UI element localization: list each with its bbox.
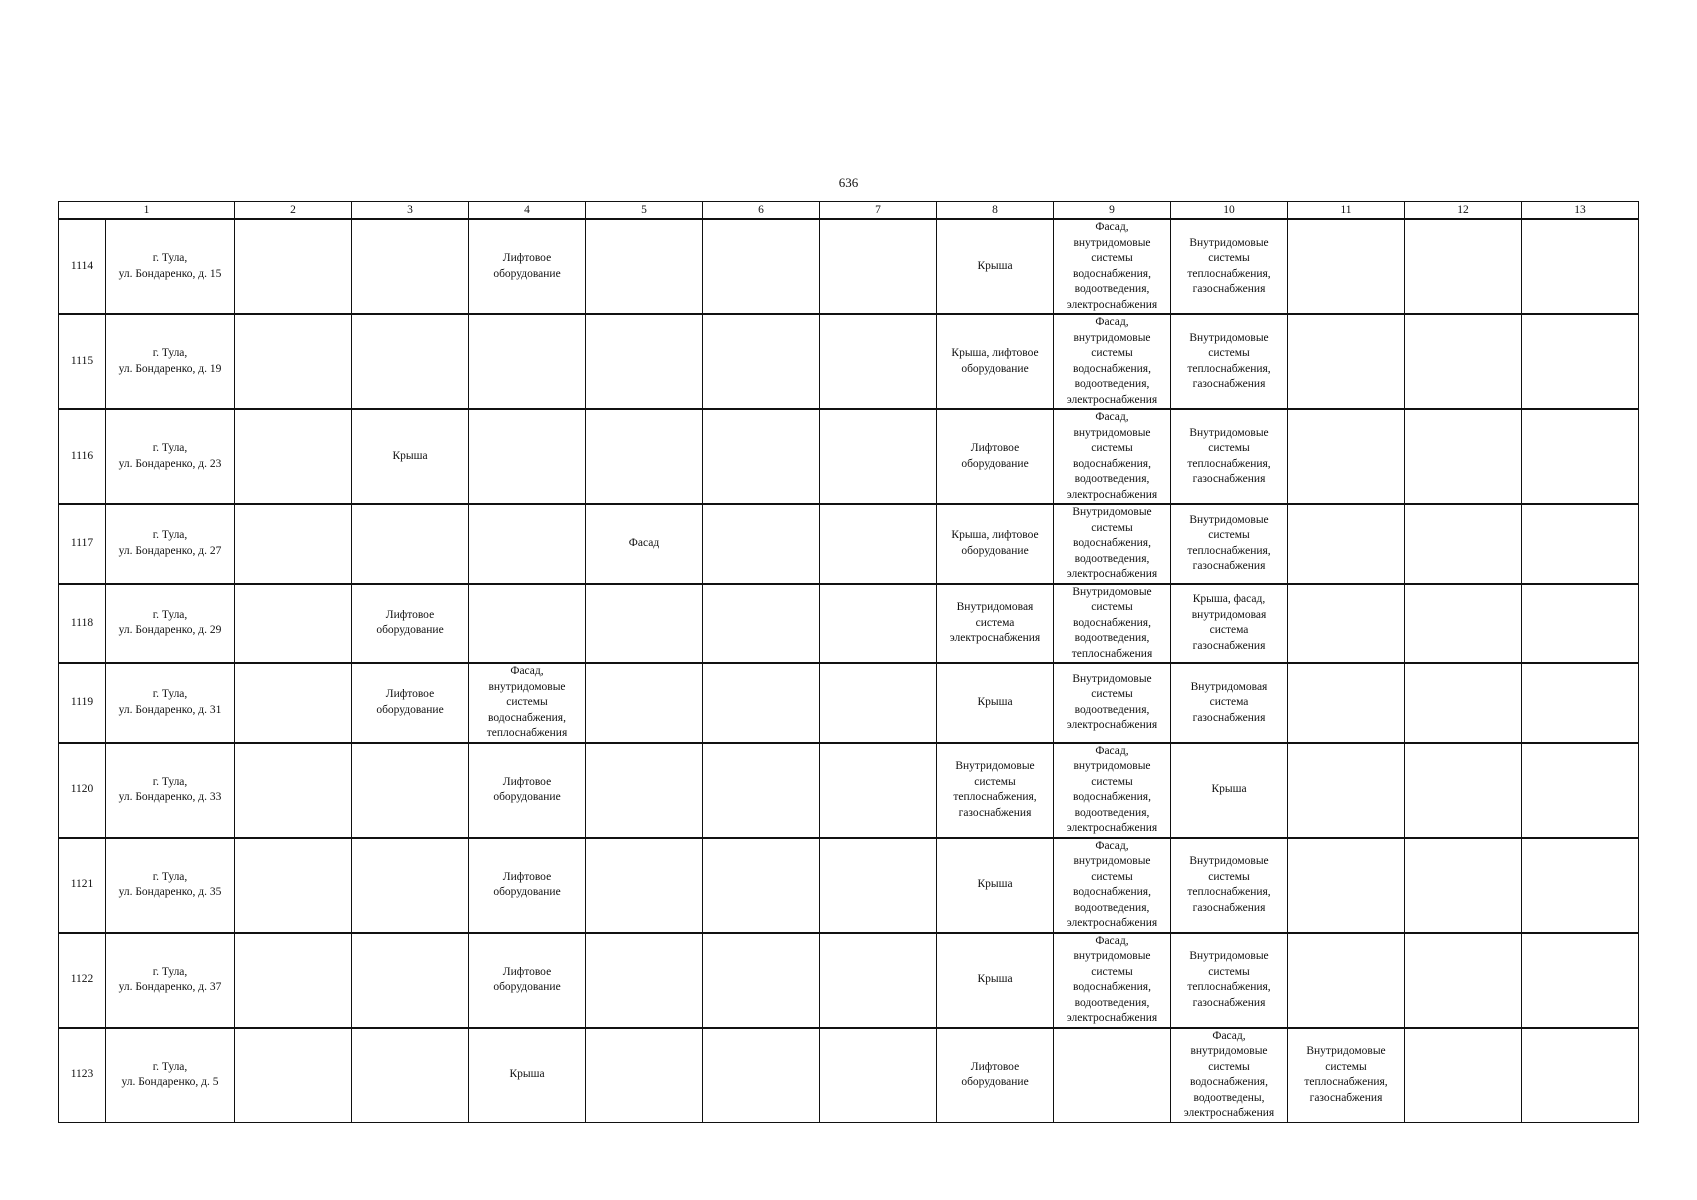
address-cell: г. Тула, ул. Бондаренко, д. 31: [106, 663, 235, 743]
work-cell-col-10: Внутридомовые системы теплоснабжения, газоснабжения: [1171, 314, 1288, 409]
work-cell-col-2: [235, 663, 352, 743]
address-cell: г. Тула, ул. Бондаренко, д. 15: [106, 219, 235, 314]
work-cell-col-4: [469, 504, 586, 584]
work-cell-col-9: Фасад, внутридомовые системы водоснабжения, водоотведения, электроснабжения: [1054, 743, 1171, 838]
work-cell-col-2: [235, 504, 352, 584]
column-header-6: 6: [703, 202, 820, 220]
row-number-cell: 1118: [59, 584, 106, 664]
work-cell-col-10: Фасад, внутридомовые системы водоснабжения, водоотведены, электроснабжения: [1171, 1028, 1288, 1123]
work-cell-col-5: [586, 584, 703, 664]
address-cell: г. Тула, ул. Бондаренко, д. 23: [106, 409, 235, 504]
row-number-cell: 1123: [59, 1028, 106, 1123]
work-cell-col-9: Фасад, внутридомовые системы водоснабжения, водоотведения, электроснабжения: [1054, 219, 1171, 314]
work-cell-col-9: [1054, 1028, 1171, 1123]
work-cell-col-7: [820, 504, 937, 584]
work-cell-col-3: [352, 504, 469, 584]
work-cell-col-4: Лифтовое оборудование: [469, 933, 586, 1028]
work-cell-col-13: [1522, 933, 1639, 1028]
work-cell-col-6: [703, 504, 820, 584]
work-cell-col-10: Внутридомовые системы теплоснабжения, газоснабжения: [1171, 219, 1288, 314]
work-cell-col-3: [352, 838, 469, 933]
work-cell-col-6: [703, 1028, 820, 1123]
work-cell-col-3: [352, 743, 469, 838]
work-cell-col-7: [820, 1028, 937, 1123]
work-cell-col-7: [820, 219, 937, 314]
work-cell-col-8: Внутридомовая система электроснабжения: [937, 584, 1054, 664]
work-cell-col-5: Фасад: [586, 504, 703, 584]
work-cell-col-9: Фасад, внутридомовые системы водоснабжения, водоотведения, электроснабжения: [1054, 933, 1171, 1028]
work-cell-col-11: [1288, 743, 1405, 838]
column-header-8: 8: [937, 202, 1054, 220]
column-header-9: 9: [1054, 202, 1171, 220]
table-row: [59, 409, 1639, 504]
work-cell-col-12: [1405, 663, 1522, 743]
work-cell-col-12: [1405, 584, 1522, 664]
table-row: [59, 663, 1639, 743]
work-cell-col-3: Лифтовое оборудование: [352, 584, 469, 664]
work-cell-col-13: [1522, 409, 1639, 504]
table-row: [59, 1028, 1639, 1123]
work-cell-col-11: [1288, 933, 1405, 1028]
table-row: [59, 219, 1639, 314]
work-cell-col-10: Внутридомовые системы теплоснабжения, газоснабжения: [1171, 838, 1288, 933]
work-cell-col-8: Крыша, лифтовое оборудование: [937, 314, 1054, 409]
work-cell-col-13: [1522, 219, 1639, 314]
repair-schedule-table: [58, 201, 1639, 1123]
work-cell-col-2: [235, 584, 352, 664]
work-cell-col-13: [1522, 663, 1639, 743]
address-cell: г. Тула, ул. Бондаренко, д. 37: [106, 933, 235, 1028]
work-cell-col-12: [1405, 1028, 1522, 1123]
table-row: [59, 584, 1639, 664]
column-header-7: 7: [820, 202, 937, 220]
column-header-row: [59, 202, 1639, 220]
work-cell-col-9: Внутридомовые системы водоснабжения, водоотведения, теплоснабжения: [1054, 584, 1171, 664]
column-header-4: 4: [469, 202, 586, 220]
column-header-12: 12: [1405, 202, 1522, 220]
address-cell: г. Тула, ул. Бондаренко, д. 33: [106, 743, 235, 838]
work-cell-col-11: [1288, 584, 1405, 664]
work-cell-col-7: [820, 933, 937, 1028]
work-cell-col-9: Фасад, внутридомовые системы водоснабжения, водоотведения, электроснабжения: [1054, 838, 1171, 933]
work-cell-col-5: [586, 663, 703, 743]
work-cell-col-11: [1288, 219, 1405, 314]
work-cell-col-8: Лифтовое оборудование: [937, 409, 1054, 504]
work-cell-col-8: Крыша: [937, 933, 1054, 1028]
work-cell-col-6: [703, 743, 820, 838]
work-cell-col-2: [235, 314, 352, 409]
address-cell: г. Тула, ул. Бондаренко, д. 29: [106, 584, 235, 664]
work-cell-col-10: Крыша: [1171, 743, 1288, 838]
work-cell-col-13: [1522, 838, 1639, 933]
work-cell-col-4: Крыша: [469, 1028, 586, 1123]
work-cell-col-9: Внутридомовые системы водоснабжения, водоотведения, электроснабжения: [1054, 504, 1171, 584]
work-cell-col-4: [469, 409, 586, 504]
work-cell-col-3: [352, 314, 469, 409]
work-cell-col-10: Внутридомовая система газоснабжения: [1171, 663, 1288, 743]
row-number-cell: 1114: [59, 219, 106, 314]
row-number-cell: 1121: [59, 838, 106, 933]
work-cell-col-12: [1405, 933, 1522, 1028]
row-number-cell: 1116: [59, 409, 106, 504]
work-cell-col-13: [1522, 504, 1639, 584]
work-cell-col-3: [352, 219, 469, 314]
work-cell-col-10: Внутридомовые системы теплоснабжения, газоснабжения: [1171, 409, 1288, 504]
work-cell-col-4: Фасад, внутридомовые системы водоснабжения, теплоснабжения: [469, 663, 586, 743]
work-cell-col-4: [469, 584, 586, 664]
work-cell-col-7: [820, 584, 937, 664]
work-cell-col-2: [235, 1028, 352, 1123]
work-cell-col-11: [1288, 314, 1405, 409]
table-row: [59, 314, 1639, 409]
row-number-cell: 1122: [59, 933, 106, 1028]
work-cell-col-8: Крыша: [937, 663, 1054, 743]
table-row: [59, 838, 1639, 933]
work-cell-col-7: [820, 314, 937, 409]
work-cell-col-8: Крыша: [937, 838, 1054, 933]
row-number-cell: 1120: [59, 743, 106, 838]
work-cell-col-5: [586, 314, 703, 409]
table-row: [59, 743, 1639, 838]
work-cell-col-10: Внутридомовые системы теплоснабжения, газоснабжения: [1171, 504, 1288, 584]
work-cell-col-12: [1405, 409, 1522, 504]
work-cell-col-2: [235, 933, 352, 1028]
work-cell-col-13: [1522, 743, 1639, 838]
work-cell-col-2: [235, 743, 352, 838]
work-cell-col-4: Лифтовое оборудование: [469, 219, 586, 314]
work-cell-col-6: [703, 584, 820, 664]
work-cell-col-5: [586, 409, 703, 504]
work-cell-col-3: Лифтовое оборудование: [352, 663, 469, 743]
work-cell-col-13: [1522, 314, 1639, 409]
work-cell-col-5: [586, 838, 703, 933]
table-body: [59, 202, 1639, 1123]
work-cell-col-12: [1405, 314, 1522, 409]
work-cell-col-2: [235, 838, 352, 933]
work-cell-col-11: Внутридомовые системы теплоснабжения, газоснабжения: [1288, 1028, 1405, 1123]
work-cell-col-9: Фасад, внутридомовые системы водоснабжения, водоотведения, электроснабжения: [1054, 314, 1171, 409]
table-row: [59, 504, 1639, 584]
column-header-10: 10: [1171, 202, 1288, 220]
work-cell-col-10: Крыша, фасад, внутридомовая система газоснабжения: [1171, 584, 1288, 664]
work-cell-col-12: [1405, 743, 1522, 838]
work-cell-col-9: Фасад, внутридомовые системы водоснабжения, водоотведения, электроснабжения: [1054, 409, 1171, 504]
work-cell-col-11: [1288, 409, 1405, 504]
work-cell-col-6: [703, 663, 820, 743]
work-cell-col-6: [703, 409, 820, 504]
address-cell: г. Тула, ул. Бондаренко, д. 35: [106, 838, 235, 933]
work-cell-col-5: [586, 219, 703, 314]
work-cell-col-11: [1288, 663, 1405, 743]
work-cell-col-5: [586, 743, 703, 838]
work-cell-col-13: [1522, 584, 1639, 664]
work-cell-col-8: Крыша: [937, 219, 1054, 314]
work-cell-col-6: [703, 219, 820, 314]
work-cell-col-12: [1405, 838, 1522, 933]
work-cell-col-4: Лифтовое оборудование: [469, 838, 586, 933]
table-row: [59, 933, 1639, 1028]
page-number: 636: [838, 175, 859, 190]
column-header-13: 13: [1522, 202, 1639, 220]
work-cell-col-12: [1405, 504, 1522, 584]
work-cell-col-3: Крыша: [352, 409, 469, 504]
column-header-3: 3: [352, 202, 469, 220]
work-cell-col-8: Внутридомовые системы теплоснабжения, газоснабжения: [937, 743, 1054, 838]
work-cell-col-11: [1288, 838, 1405, 933]
work-cell-col-7: [820, 743, 937, 838]
work-cell-col-3: [352, 1028, 469, 1123]
work-cell-col-8: Лифтовое оборудование: [937, 1028, 1054, 1123]
work-cell-col-11: [1288, 504, 1405, 584]
work-cell-col-7: [820, 409, 937, 504]
address-cell: г. Тула, ул. Бондаренко, д. 27: [106, 504, 235, 584]
work-cell-col-5: [586, 933, 703, 1028]
address-cell: г. Тула, ул. Бондаренко, д. 19: [106, 314, 235, 409]
work-cell-col-4: Лифтовое оборудование: [469, 743, 586, 838]
row-number-cell: 1119: [59, 663, 106, 743]
work-cell-col-6: [703, 838, 820, 933]
work-cell-col-10: Внутридомовые системы теплоснабжения, газоснабжения: [1171, 933, 1288, 1028]
work-cell-col-8: Крыша, лифтовое оборудование: [937, 504, 1054, 584]
column-header-2: 2: [235, 202, 352, 220]
work-cell-col-13: [1522, 1028, 1639, 1123]
work-cell-col-2: [235, 409, 352, 504]
column-header-1: 1: [59, 202, 235, 220]
work-cell-col-4: [469, 314, 586, 409]
work-cell-col-6: [703, 314, 820, 409]
work-cell-col-7: [820, 663, 937, 743]
work-cell-col-6: [703, 933, 820, 1028]
work-cell-col-5: [586, 1028, 703, 1123]
work-cell-col-9: Внутридомовые системы водоотведения, электроснабжения: [1054, 663, 1171, 743]
row-number-cell: 1115: [59, 314, 106, 409]
column-header-11: 11: [1288, 202, 1405, 220]
work-cell-col-3: [352, 933, 469, 1028]
column-header-5: 5: [586, 202, 703, 220]
work-cell-col-7: [820, 838, 937, 933]
row-number-cell: 1117: [59, 504, 106, 584]
work-cell-col-12: [1405, 219, 1522, 314]
address-cell: г. Тула, ул. Бондаренко, д. 5: [106, 1028, 235, 1123]
work-cell-col-2: [235, 219, 352, 314]
